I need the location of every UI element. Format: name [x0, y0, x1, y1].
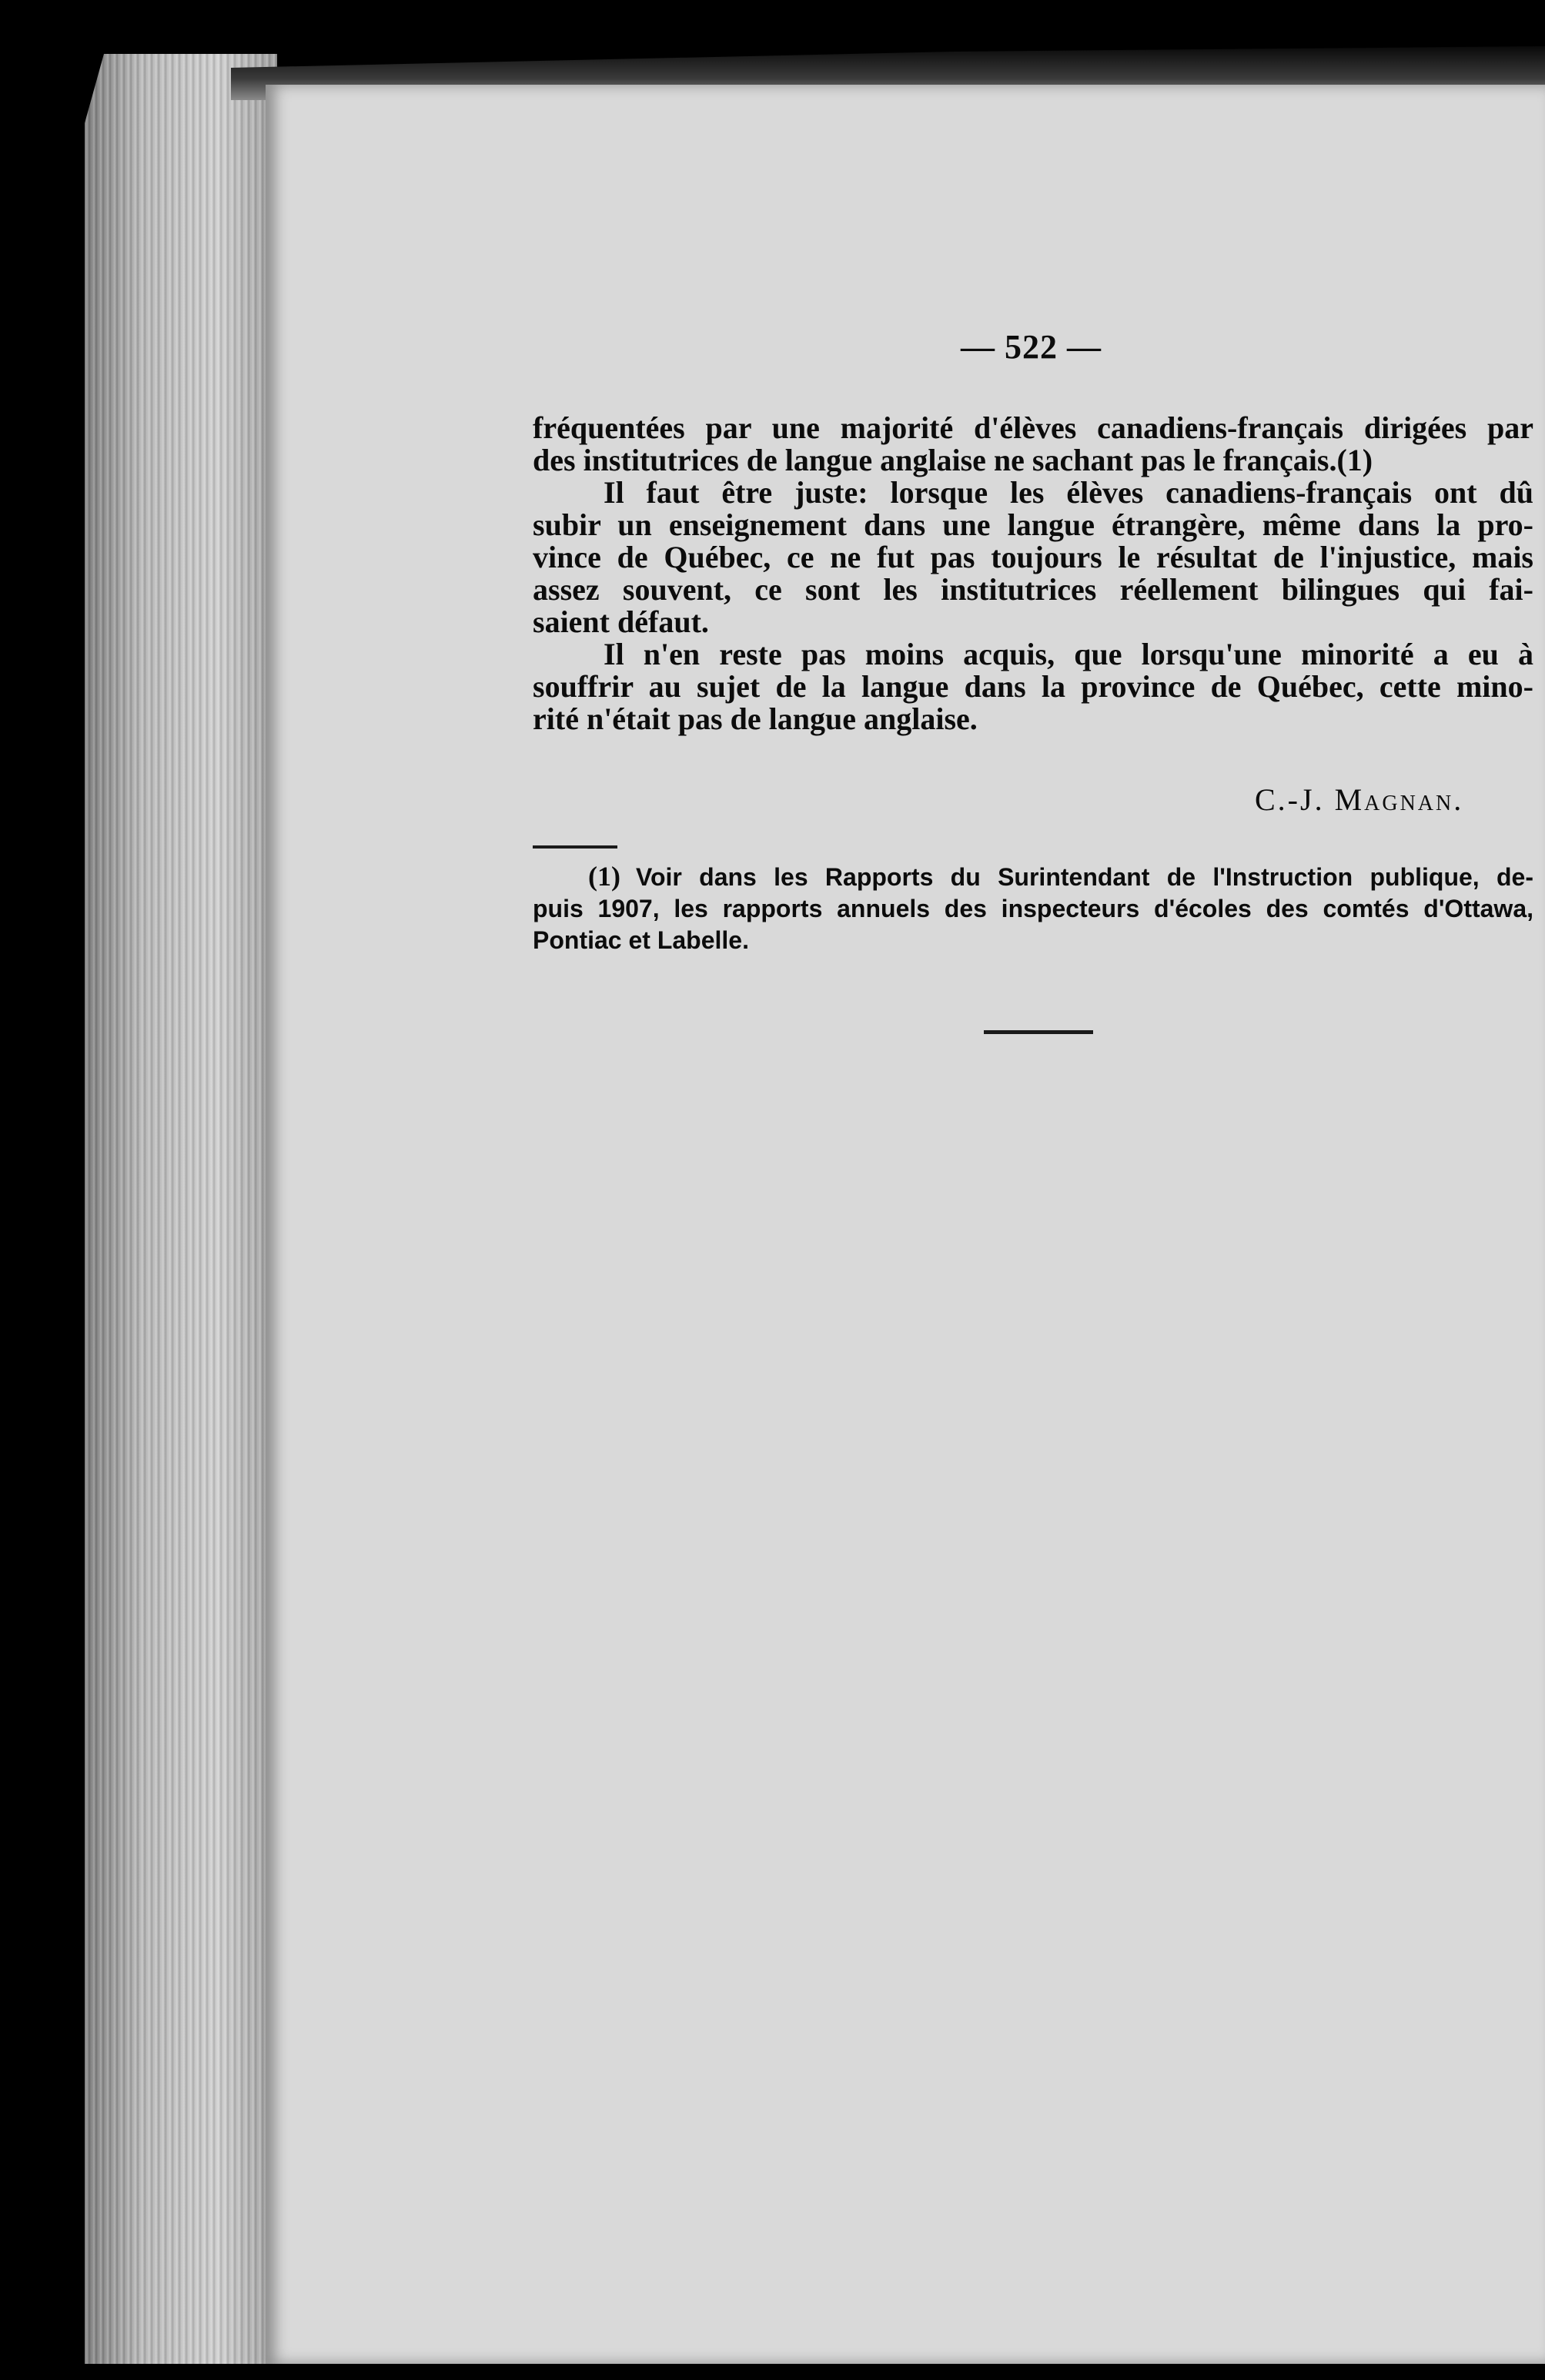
body-line: subir un enseignement dans une langue étrangère, même dans la pro-: [533, 507, 1533, 542]
body-line: saient défaut.: [533, 604, 709, 639]
body-text: [533, 412, 1533, 735]
body-line: souffrir au sujet de la langue dans la province de Québec, cette mino-: [533, 669, 1533, 704]
footnote-mark: (1): [588, 861, 620, 892]
body-line: Il faut être juste: lorsque les élèves canadiens-français ont dû: [604, 475, 1533, 510]
body-line: des institutrices de langue anglaise ne sachant pas le français.(1): [533, 443, 1373, 477]
page-number: — 522 —: [961, 328, 1102, 366]
footnote-line: Voir dans les Rapports du Surintendant de l'Instruction publique, de-: [635, 863, 1533, 891]
end-rule: [984, 1030, 1093, 1034]
footnote: [533, 861, 1533, 956]
footnote-line: puis 1907, les rapports annuels des inspecteurs d'écoles des comtés d'Ottawa,: [533, 895, 1533, 922]
body-line: Il n'en reste pas moins acquis, que lorsqu'une minorité a eu à: [604, 637, 1533, 671]
book-page-edges: [85, 54, 277, 2364]
body-line: vince de Québec, ce ne fut pas toujours le résultat de l'injustice, mais: [533, 540, 1533, 574]
body-line: assez souvent, ce sont les institutrices réellement bilingues qui fai-: [533, 572, 1533, 607]
body-line: rité n'était pas de langue anglaise.: [533, 701, 978, 736]
author-signature: C.-J. Magnan.: [1255, 782, 1464, 817]
footnote-line: Pontiac et Labelle.: [533, 926, 749, 954]
body-line: fréquentées par une majorité d'élèves canadiens-français dirigées par: [533, 410, 1533, 445]
footnote-separator: [533, 845, 617, 849]
